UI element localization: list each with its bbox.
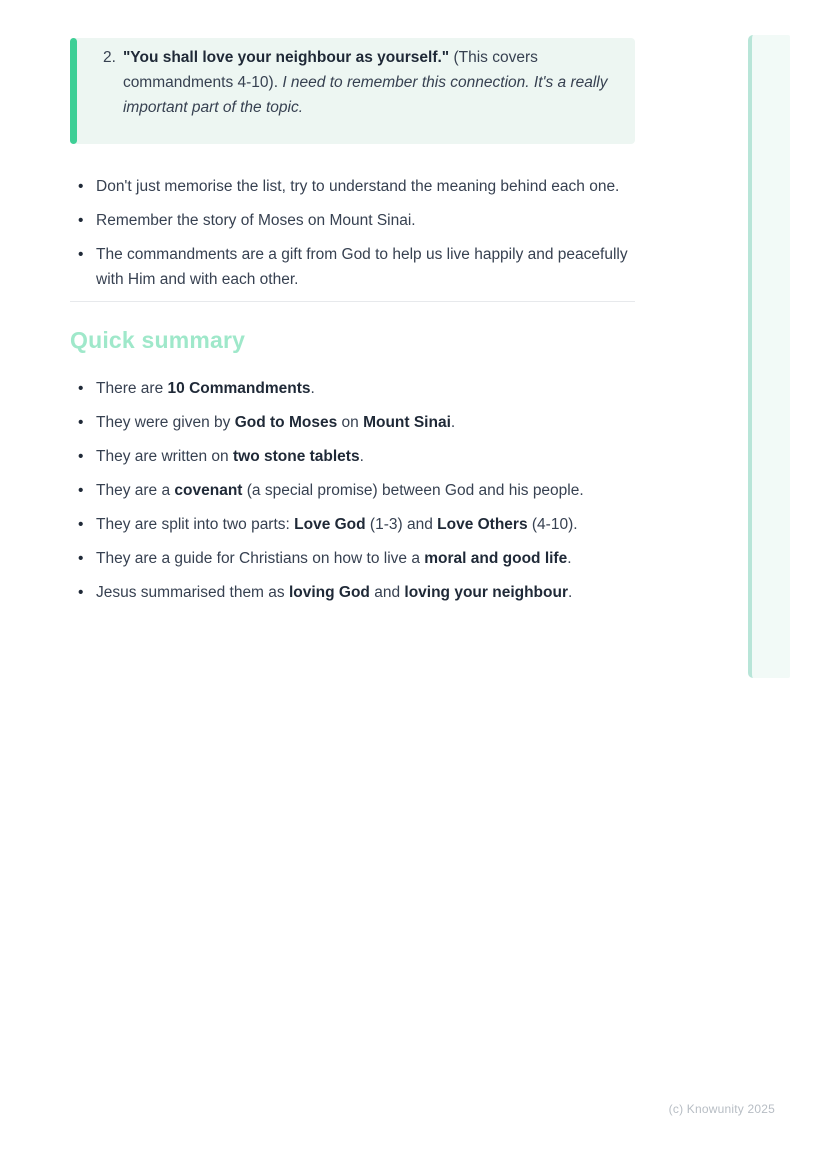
list-item-text: They were given by God to Moses on Mount Sinai. — [96, 414, 456, 431]
bullet-marker: • — [78, 246, 84, 263]
callout-text: "You shall love your neighbour as yourself." (This covers commandments 4-10). I need to remember this connection. It's a really important part of the topic. — [122, 49, 608, 116]
list-item-text: They are a guide for Christians on how to live a moral and good life. — [96, 550, 572, 567]
list-item — [70, 580, 635, 605]
list-item-text: Remember the story of Moses on Mount Sinai. — [96, 212, 416, 229]
list-item — [70, 410, 635, 435]
list-item — [70, 208, 635, 233]
list-item — [70, 478, 635, 503]
section-heading: Quick summary — [70, 327, 246, 353]
list-item-text: Jesus summarised them as loving God and loving your neighbour. — [96, 584, 573, 601]
section-divider — [70, 301, 635, 302]
list-item-text: There are 10 Commandments. — [96, 380, 315, 397]
bullet-marker: • — [78, 584, 84, 601]
bullet-marker: • — [78, 448, 84, 465]
bullet-marker: • — [78, 414, 84, 431]
bullet-marker: • — [78, 550, 84, 567]
list-item — [70, 444, 635, 469]
list-item — [70, 546, 635, 571]
summary-list — [70, 376, 635, 605]
callout-block — [70, 38, 635, 144]
list-item-text: They are written on two stone tablets. — [96, 448, 364, 465]
callout-list-number: 2. — [103, 49, 116, 66]
list-item-text: They are a covenant (a special promise) between God and his people. — [96, 482, 584, 499]
list-item — [70, 376, 635, 401]
list-item — [70, 512, 635, 537]
bullet-marker: • — [78, 380, 84, 397]
adjacent-callout-strip — [748, 35, 790, 678]
list-item — [70, 174, 635, 199]
list-item-text: The commandments are a gift from God to help us live happily and peacefully with Him and with each other. — [96, 246, 628, 288]
bullet-marker: • — [78, 516, 84, 533]
callout-list-item — [103, 45, 615, 120]
notes-list — [70, 174, 635, 292]
list-item-text: Don't just memorise the list, try to understand the meaning behind each one. — [96, 178, 620, 195]
callout-accent-bar — [70, 38, 77, 144]
bullet-marker: • — [78, 212, 84, 229]
bullet-marker: • — [78, 178, 84, 195]
list-item-text: They are split into two parts: Love God (1-3) and Love Others (4-10). — [96, 516, 578, 533]
list-item — [70, 242, 635, 292]
bullet-marker: • — [78, 482, 84, 499]
page-content — [70, 38, 635, 614]
copyright-footer: (c) Knowunity 2025 — [668, 1102, 775, 1116]
